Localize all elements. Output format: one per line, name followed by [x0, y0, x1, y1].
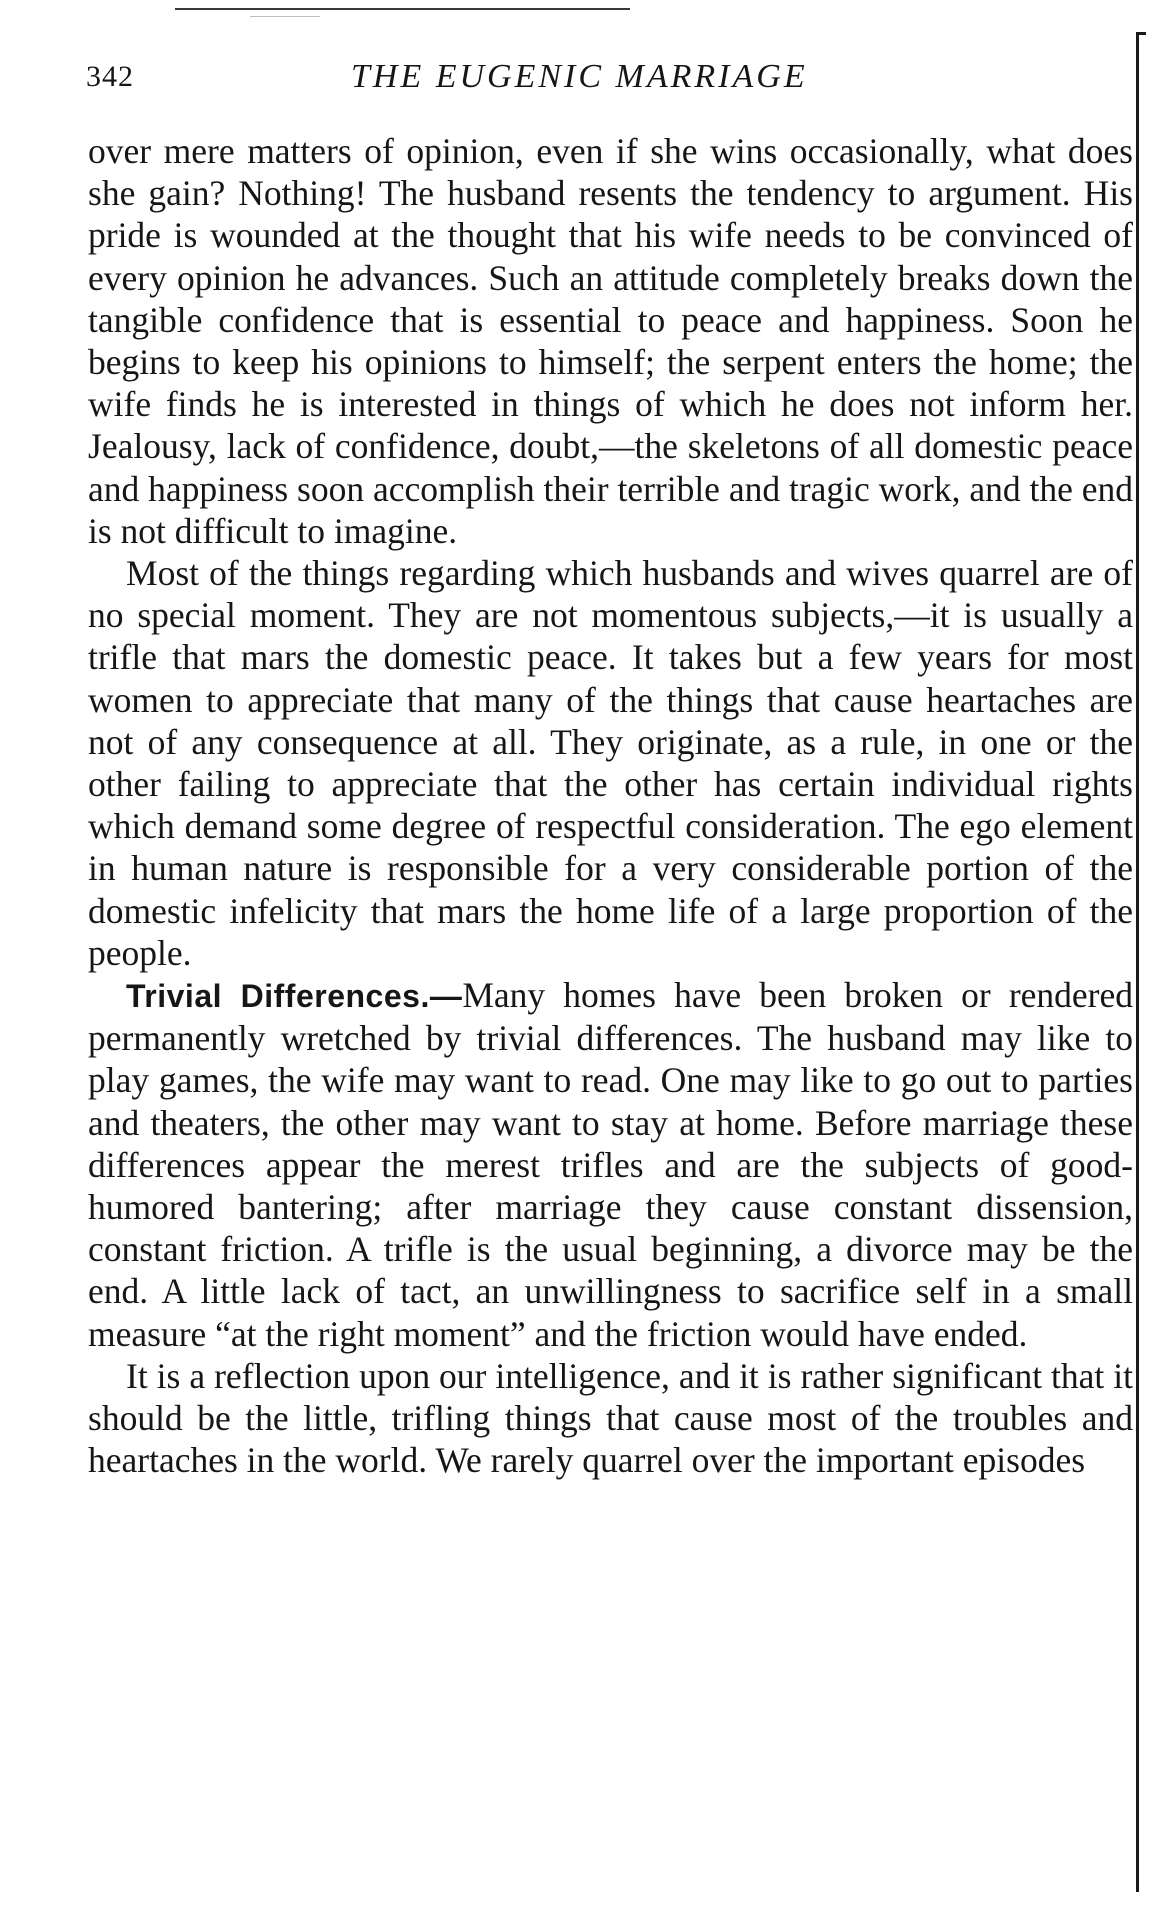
paragraph-text: It is a reflection upon our intelligence, and it is rather significant that it should be the little, trifling things that cause most of the troubles and heartaches in the world. We rarely quarrel over the important episodes: [88, 1355, 1133, 1481]
paragraph-text: over mere matters of opinion, even if she wins occasionally, what does she gain? Nothing! The husband resents the tendency to argument. His pride is wounded at the thought that his wife needs to be convinced of every opinion he advances. Such an attitude completely breaks down the tangible confidence that is essential to peace and happiness. Soon he begins to keep his opinions to himself; the serpent enters the home; the wife finds he is interested in things of which he does not inform her. Jealousy, lack of confidence, doubt,—the skeletons of all domestic peace and happiness soon accomplish their terrible and tragic work, and the end is not difficult to imagine.: [88, 131, 1133, 551]
paragraph-text: Most of the things regarding which husbands and wives quarrel are of no special moment. They are not momentous subjects,—it is usually a trifle that mars the domestic peace. It takes but a few years for most women to appreciate that many of the things that cause heartaches are not of any consequence at all. They originate, as a rule, in one or the other failing to appreciate that the other has certain individual rights which demand some degree of respectful consideration. The ego element in human nature is responsible for a very considerable portion of the domestic infelicity that mars the home life of a large proportion of the people.: [88, 553, 1133, 973]
section-heading: Trivial Differences.—: [126, 978, 463, 1015]
binding-edge-hook: [1136, 32, 1146, 35]
running-title: THE EUGENIC MARRIAGE: [351, 58, 808, 95]
page-number: 342: [86, 60, 134, 93]
paragraph-text: Many homes have been broken or rendered permanently wretched by trivial differences. The husband may like to play games, the wife may want to read. One may like to go out to parties and theaters, the other may want to stay at home. Before marriage these differences appear the merest trifles and are the subjects of good-humored bantering; after marriage they cause constant dissension, constant friction. A trifle is the usual beginning, a divorce may be the end. A little lack of tact, an unwillingness to sacrifice self in a small measure “at the right moment” and the friction would have ended.: [88, 975, 1133, 1354]
paragraph: [88, 974, 1133, 1355]
paragraph: [88, 552, 1133, 974]
top-edge-mark: [250, 16, 320, 17]
top-edge-rule: [175, 8, 630, 10]
body-text: [88, 130, 1133, 1482]
binding-edge-line: [1136, 32, 1139, 1892]
paragraph: [88, 1355, 1133, 1482]
paragraph: [88, 130, 1133, 552]
page-header: [86, 54, 1126, 100]
